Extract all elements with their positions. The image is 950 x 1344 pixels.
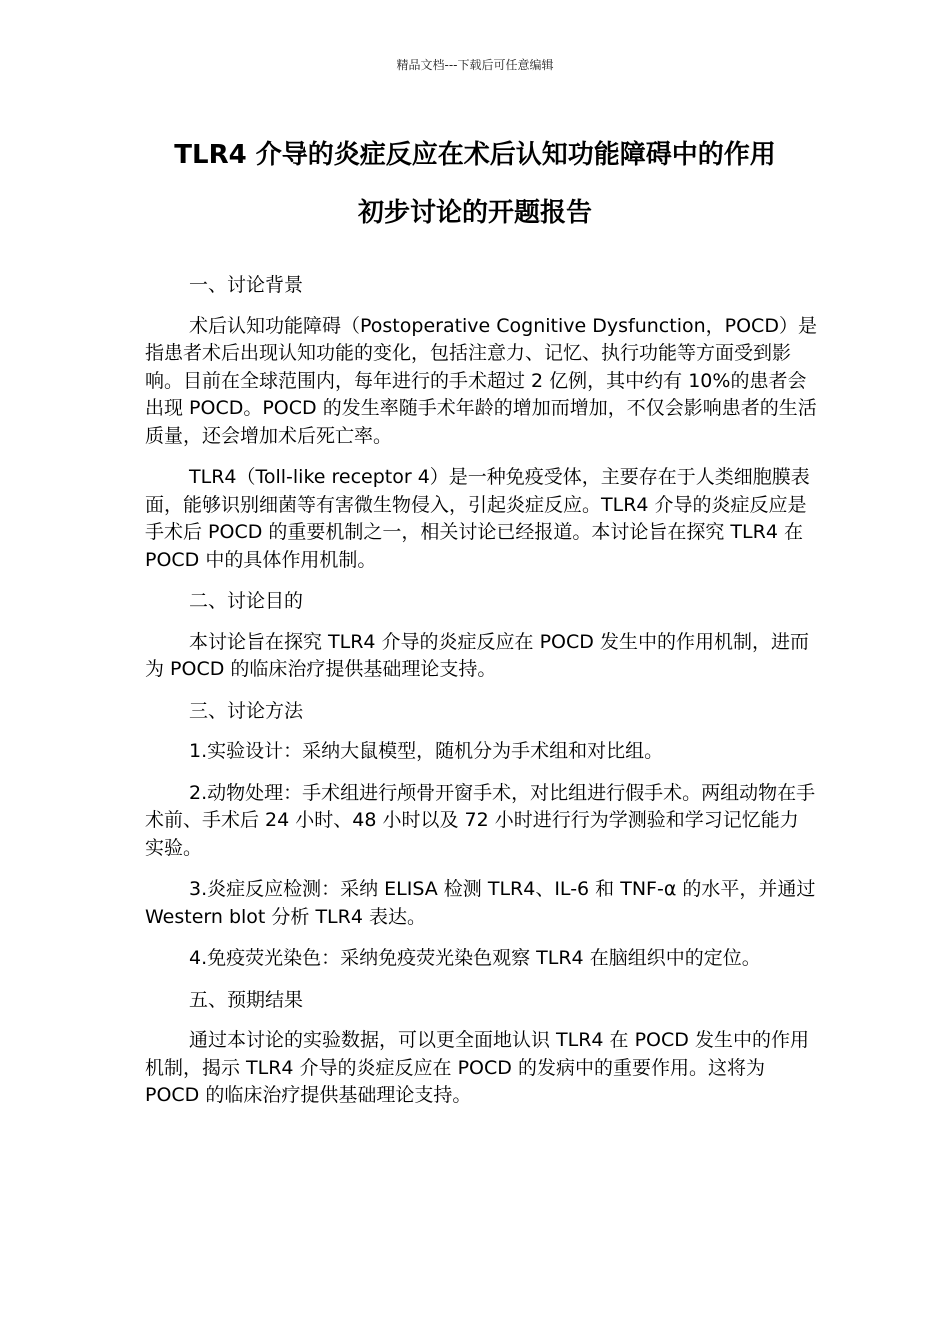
document-title-line-2: 初步讨论的开题报告 (357, 198, 592, 228)
section-heading-background: 一、讨论背景 (189, 274, 304, 296)
purpose-paragraph: 本讨论旨在探究 TLR4 介导的炎症反应在 POCD 发生中的作用机制，进而为 POCD 的临床治疗提供基础理论支持。 (145, 630, 809, 680)
background-paragraph-1: 术后认知功能障碍（Postoperative Cognitive Dysfunction，POCD）是指患者术后出现认知功能的变化，包括注意力、记忆、执行功能等方面受到影响。目前在全球范围内，每年进行的手术超过 2 亿例，其中约有 10%的患者会出现 POCD。POCD 的发生率随手术年龄的增加而增加，不仅会影响患者的生活质量，还会增加术后死亡率。 (145, 314, 817, 447)
method-item-3: 3.炎症反应检测：采纳 ELISA 检测 TLR4、IL-6 和 TNF-α 的水平，并通过 Western blot 分析 TLR4 表达。 (145, 878, 816, 928)
expected-results-paragraph: 通过本讨论的实验数据，可以更全面地认识 TLR4 在 POCD 发生中的作用机制，揭示 TLR4 介导的炎症反应在 POCD 的发病中的重要作用。这将为 POCD 的临床治疗提供基础理论支持。 (145, 1029, 809, 1106)
method-item-1: 1.实验设计：采纳大鼠模型，随机分为手术组和对比组。 (189, 740, 664, 762)
method-item-2: 2.动物处理：手术组进行颅骨开窗手术，对比组进行假手术。两组动物在手术前、手术后 24 小时、48 小时以及 72 小时进行行为学测验和学习记忆能力实验。 (145, 781, 816, 859)
section-heading-purpose: 二、讨论目的 (189, 590, 304, 612)
section-heading-expected-results: 五、预期结果 (189, 988, 304, 1011)
background-paragraph-2: TLR4（Toll-like receptor 4）是一种免疫受体，主要存在于人类细胞膜表面，能够识别细菌等有害微生物侵入，引起炎症反应。TLR4 介导的炎症反应是手术后 POCD 的重要机制之一，相关讨论已经报道。本讨论旨在探究 TLR4 在 POCD 中的具体作用机制。 (145, 466, 810, 571)
document-title-line-1: TLR4 介导的炎症反应在术后认知功能障碍中的作用 (174, 140, 776, 170)
document-body (145, 272, 817, 1124)
section-heading-methods: 三、讨论方法 (189, 699, 304, 722)
method-item-4: 4.免疫荧光染色：采纳免疫荧光染色观察 TLR4 在脑组织中的定位。 (189, 947, 761, 969)
page-header: 精品文档---下载后可任意编辑 (396, 58, 554, 72)
